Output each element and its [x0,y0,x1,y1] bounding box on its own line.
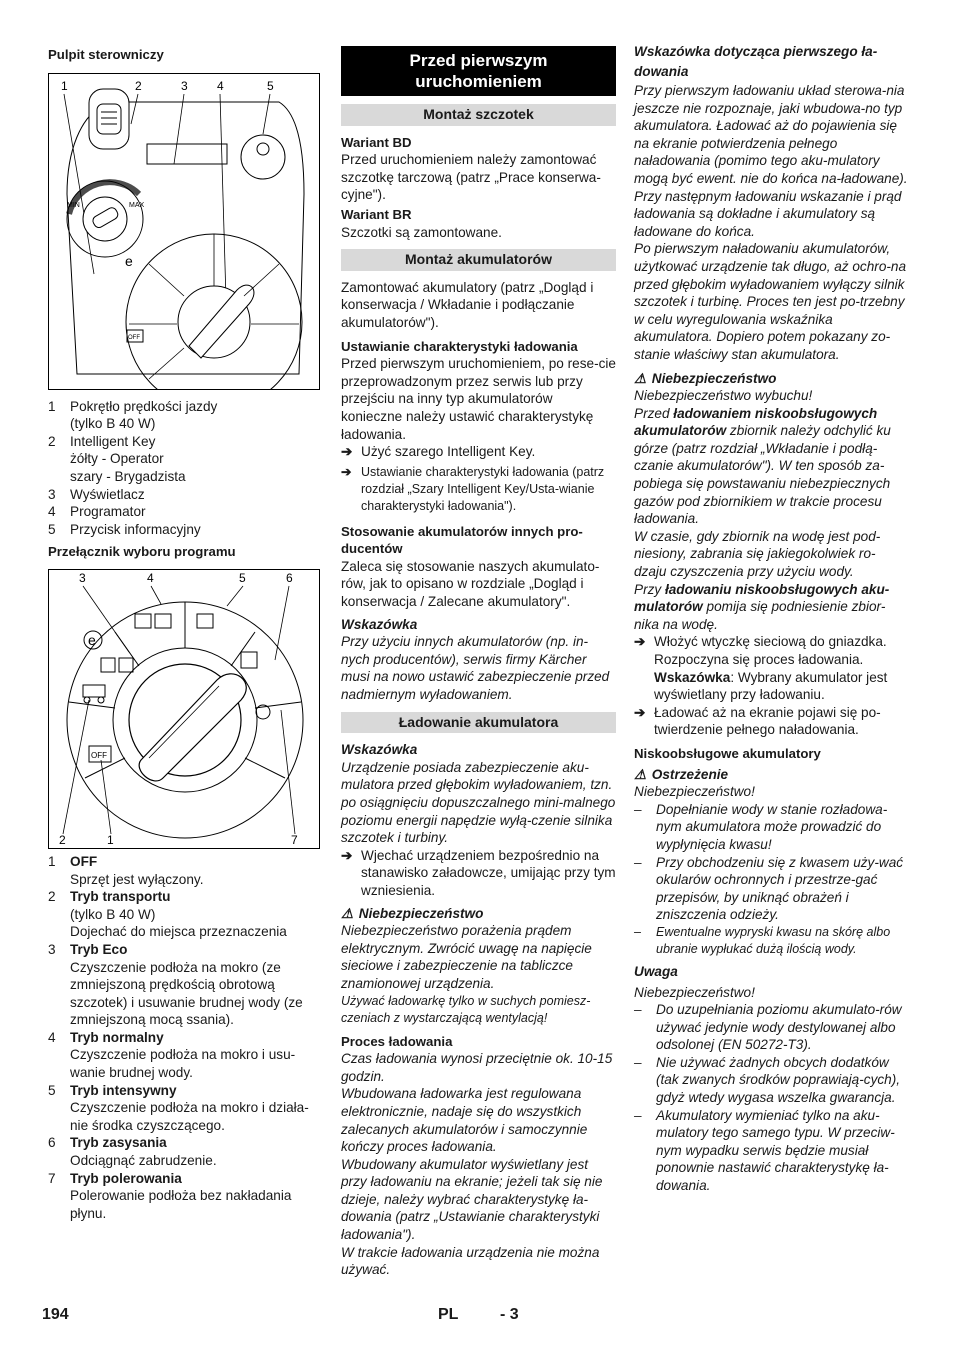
mode-item-7: 7 Tryb polerowania Polerowanie podłoża bez nakładania płynu. [48,1170,292,1221]
panel-item-5: 5 Przycisk informacyjny [48,521,201,537]
middle-column [341,42,616,1279]
section-page-number: - 3 [500,1306,519,1323]
fig2-num-5: 5 [239,570,246,585]
mode-item-5: 5 Tryb intensywny Czyszczenie podłoża na mokro i działa-nie środka czyszczącego. [48,1082,309,1133]
other-batteries-text: Zaleca się stosowanie naszych akumulato-rów, jak to opisano w rozdziale „Dogląd i konserwacja / Zalecane akumulatory". [341,558,600,610]
page-footer [0,1306,954,1328]
charge-curve-heading: Ustawianie charakterystyki ładowania [341,338,578,354]
warning-item: – Dopełnianie wody w stanie rozładowa-nym akumulatora może prowadzić do wypłynięcia kwasu! [634,801,888,852]
tilt-tank-text: Przed ładowaniem niskoobsługowych akumulatorów zbiornik należy odchylić ku górze (patrz rozdział „Wkładanie i podłą-czanie akumulatorów"). W ten sposób za-pobiega się powstawaniu niebezpiecznych gazów pod zbiornikiem w trakcie procesu ładowania. [634,405,891,527]
danger-heading: ⚠ Niebezpieczeństwo [341,905,484,921]
danger-text-2: Używać ładowarkę tylko w suchych pomiesz-czeniach z wystarczającą wentylacją! [341,993,591,1025]
fig1-num-1: 1 [61,78,68,93]
warning-triangle-icon: ⚠ [634,766,647,782]
charge-step-1: ➔ Użyć szarego Intelligent Key. [341,444,536,460]
panel-item-4: 4 Programator [48,504,146,520]
plug-step: ➔ Włożyć wtyczkę sieciową do gniazdka. Rozpoczyna się proces ładowania. Wskazówka: Wybrany akumulator jest wyświetlany przy ładowaniu. [634,634,888,703]
panel-heading: Pulpit sterowniczy [48,47,164,62]
eco-e-symbol: e [125,252,133,269]
danger-heading-2: ⚠ Niebezpieczeństwo [634,370,777,386]
variant-br-text: Szczotki są zamontowane. [341,224,502,240]
variant-bd-text: Przed uruchomieniem należy zamontować szczotkę tarczową (patrz „Prace konserwa-cyjne"). [341,152,601,203]
arrow-icon: ➔ [341,847,353,863]
right-column [634,42,908,1195]
fig1-num-2: 2 [135,78,142,93]
fig1-min-label: MIN [67,201,80,209]
panel-item-3: 3 Wyświetlacz [48,486,145,502]
explosion-warning: Niebezpieczeństwo wybuchu! [634,388,813,404]
fig2-eco-e-symbol: e [88,631,96,648]
fig2-num-7: 7 [291,832,298,847]
language-code: PL [438,1306,459,1323]
mode-item-3: 3 Tryb Eco Czyszczenie podłoża na mokro (ze zmniejszoną prędkością obrotową szczotek) i usuwanie brudnej wody (ze zmniejszoną mocą ssania). [48,941,303,1028]
warning-heading: ⚠ Ostrzeżenie [634,766,729,782]
fig1-num-4: 4 [217,78,224,93]
fig2-num-3: 3 [79,570,86,585]
charging-process-text: Czas ładowania wynosi przeciętnie ok. 10-15 godzin. Wbudowana ładowarka jest regulowana elektronicznie, nadaje się do wszystkich zalecanych akumulatorów i samoczynnie kończy proces ładowania. Wbudowany akumulator wyświetlany jest przy ładowaniu na ekranie; jeżeli tak się nie dzieje, należy wybrać charakterystykę ła-dowania (patrz „Ustawianie charakterystyki ładowania"). W trakcie ładowania urządzenia nie można używać. [341,1051,613,1278]
variant-bd-heading: Wariant BD [341,134,412,150]
arrow-icon: ➔ [341,444,353,460]
note-2-text: Urządzenie posiada zabezpieczenie aku-mulatora przed głębokim wyładowaniem, tzn. po osiągnięciu dopuszczalnego mini-malnego poziomu energii napędzie wyłą-czenie silnika szczotek i turbiny. [341,759,616,846]
charging-process-heading: Proces ładowania [341,1033,453,1049]
note-1-text: Przy użyciu innych akumulatorów (np. in-nych producentów), serwis firmy Kärcher musi na nowo ustawić zabezpieczenie przed nadmiernym wyładowaniem. [341,634,610,703]
control-panel-figure [48,73,320,390]
mode-legend [48,853,320,1222]
arrow-icon: ➔ [634,704,646,720]
control-panel-drawing [49,74,321,389]
danger-text: Niebezpieczeństwo porażenia prądem elektrycznym. Zwrócić uwagę na napięcie sieciowe i zabezpieczenie na tabliczce znamionowej urządzenia. [341,923,592,991]
program-selector-drawing [49,570,321,848]
panel-item-1: 1 Pokrętło prędkości jazdy (tylko B 40 W) [48,398,218,432]
panel-item-2: 2 Intelligent Key żółty - Operator szary - Brygadzista [48,433,186,484]
battery-charging-heading: Ładowanie akumulatora [341,712,616,734]
mode-item-1: 1 OFF Sprzęt jest wyłączony. [48,853,204,887]
panel-legend [48,398,320,539]
warning-triangle-icon: ⚠ [341,905,354,921]
caution-item: – Akumulatory wymieniać tylko na aku-mulatory tego samego typu. W przeciw-nym wypadku serwis będzie musiał ponownie nastawić charakterystykę ła-dowania. [634,1107,895,1194]
fig1-max-label: MAX [129,201,145,209]
caution-heading: Uwaga [634,963,678,979]
warning-line: Niebezpieczeństwo! [634,784,755,800]
arrow-icon: ➔ [634,634,646,650]
page-number: 194 [42,1306,69,1323]
fig2-num-4: 4 [147,570,154,585]
fig1-num-3: 3 [181,78,188,93]
low-maintenance-heading: Niskoobsługowe akumulatory [634,745,821,761]
charge-until-step: ➔ Ładować aż na ekranie pojawi się po-twierdzenie pełnego naładowania. [634,704,881,738]
no-cleaning-text: W czasie, gdy zbiornik na wodę jest pod-niesiony, zabrania się jakiegokolwiek ro-dzaju czyszczenia przy użyciu wody. [634,528,881,580]
note-2-heading: Wskazówka [341,742,418,758]
fig2-num-6: 6 [286,570,293,585]
mode-item-4: 4 Tryb normalny Czyszczenie podłoża na mokro i usu-wanie brudnej wody. [48,1029,296,1081]
selector-heading: Przełącznik wyboru programu [48,544,236,560]
fig1-num-5: 5 [267,78,274,93]
brush-assembly-heading: Montaż szczotek [341,104,616,126]
fig2-num-2: 2 [59,832,66,847]
variant-br-heading: Wariant BR [341,206,412,222]
fig2-off-label: OFF [91,750,107,760]
mode-item-2: 2 Tryb transportu (tylko B 40 W) Dojechać do miejsca przeznaczenia [48,889,287,940]
section-title: Przed pierwszym uruchomieniem [341,46,616,96]
battery-assembly-text: Zamontować akumulatory (patrz „Dogląd i konserwacja / Wkładanie i podłączanie akumulatorów"). [341,279,594,330]
charge-curve-text: Przed pierwszym uruchomieniem, po rese-cie przeprowadzonym przez serwis lub przy przejściu na inny typ akumulatorów konieczne należy ustawić charakterystykę ładowania. [341,356,616,442]
battery-assembly-heading: Montaż akumulatorów [341,249,616,271]
caution-item: – Do uzupełniania poziomu akumulato-rów używać jedynie wody destylowanej albo odsolonej (EN 50272-T3). [634,1002,902,1053]
program-selector-figure [48,569,320,849]
warning-item: – Przy obchodzeniu się z kwasem uży-wać okularów ochronnych i przestrze-gać przepisów, by uniknąć obrażeń i zniszczenia odzieży. [634,854,904,923]
caution-item: – Nie używać żadnych obcych dodatków (tak zwanych środków poprawiają-cych), gdyż wtedy wygasa wszelka gwarancja. [634,1054,901,1106]
skip-tilt-text: Przy ładowaniu niskoobsługowych aku-mulatorów pomija się podniesienie zbior-nika na wodę. [634,581,890,632]
other-batteries-heading: Stosowanie akumulatorów innych pro-ducentów [341,523,583,557]
fig2-num-1: 1 [107,832,114,847]
warning-triangle-icon: ⚠ [634,370,647,386]
charge-step-2: ➔ Ustawianie charakterystyki ładowania (patrz rozdział „Szary Intelligent Key/Usta-wianie charakterystyki ładowania"). [341,464,605,513]
arrow-icon: ➔ [341,464,352,479]
mode-item-6: 6 Tryb zasysania Odciągnąć zabrudzenie. [48,1135,217,1169]
note-2-step: ➔ Wjechać urządzeniem bezpośrednio na stanawisko załadowcze, umijając przy tym wzniesienia. [341,847,616,898]
left-column [48,42,320,1222]
first-charge-text: Przy pierwszym ładowaniu układ sterowa-nia jeszcze nie rozpoznaje, jaki wbudowa-no typ akumulatora. Ładować aż do pojawienia się na ekranie potwierdzenia pełnego naładowania (pomimo tego aku-mulatory mogą być ewent. nie do końca na-ładowane). Przy następnym ładowaniu wskazanie i prąd ładowania są dokładne i akumulatory są ładowane do końca. Po pierwszym naładowaniu akumulatorów, użytkować urządzenie tak długo, aż ochro-na przed głębokim wyładowaniem wyłączy silnik szczotek i turbinę. Proces ten jest po-trzebny w celu wyregulowania wskaźnika akumulatora. Dopiero potem pokazany zo-stanie właściwy stan akumulatora. [634,83,908,362]
caution-line: Niebezpieczeństwo! [634,984,755,1000]
first-charge-heading: Wskazówka dotycząca pierwszego ła-dowania [634,44,878,79]
warning-item: – Ewentualne wypryski kwasu na skórę albo ubranie wypłukać dużą ilością wody. [634,924,891,956]
note-1-heading: Wskazówka [341,616,418,632]
fig1-off-label: OFF [128,334,140,341]
